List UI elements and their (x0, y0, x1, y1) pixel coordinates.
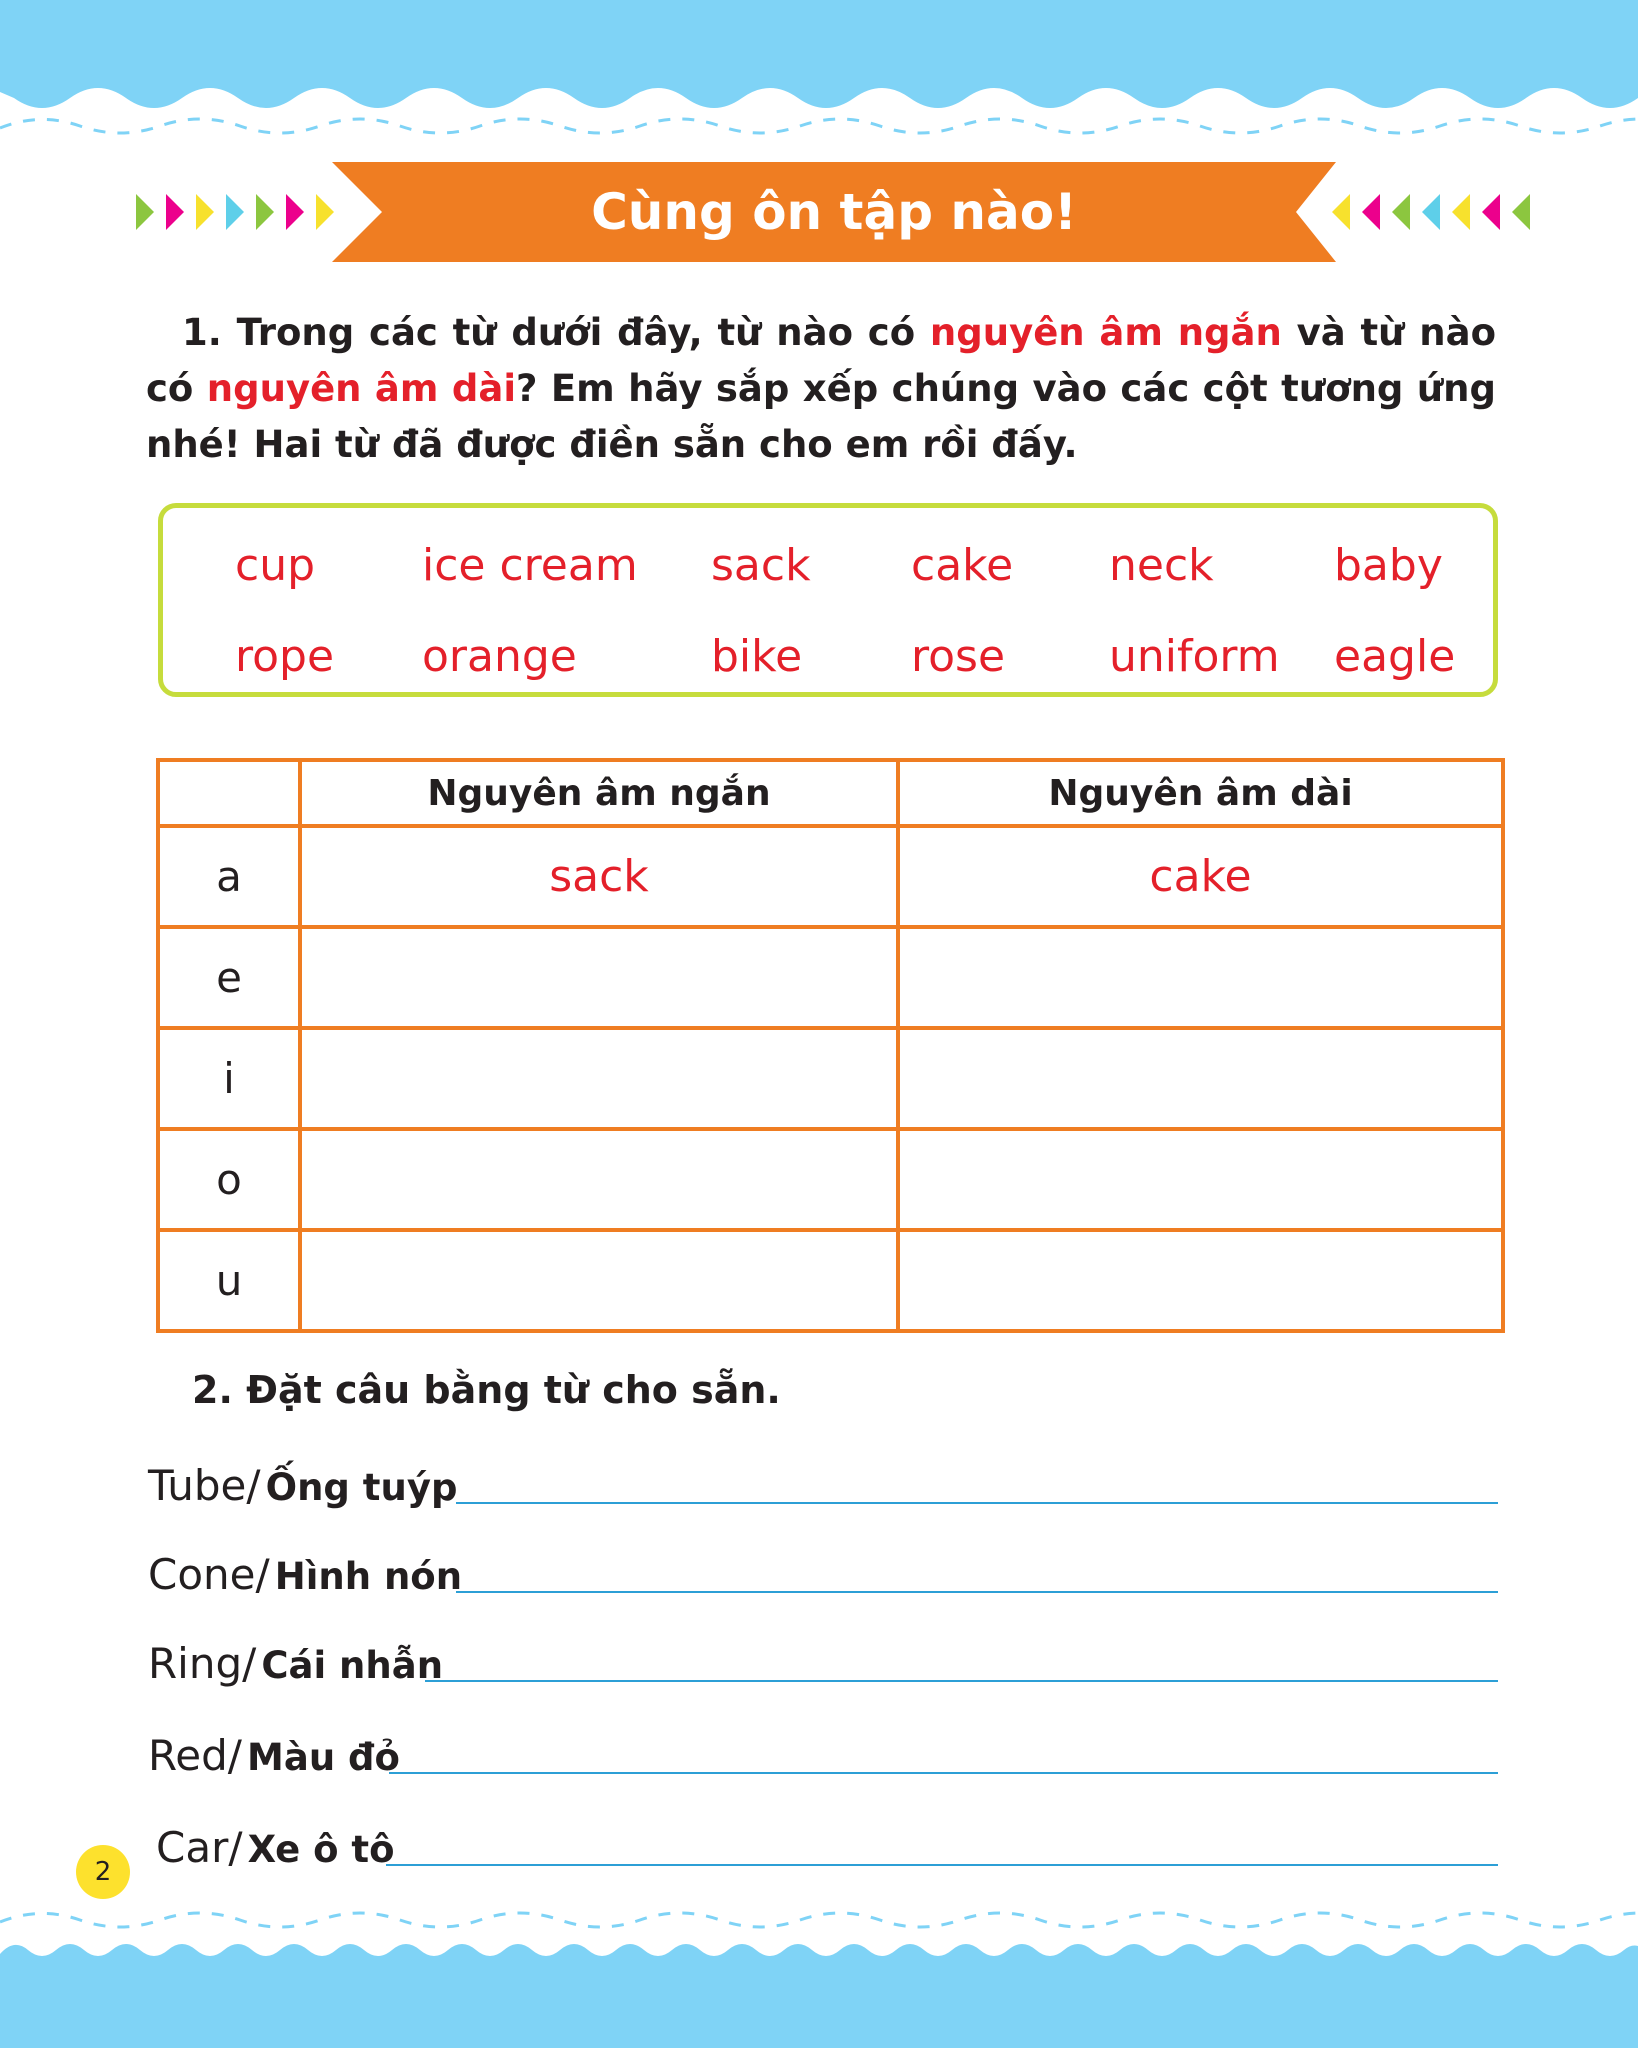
table-row (158, 1028, 1503, 1129)
instr-part3: ? Em hãy sắp xếp chúng vào các cột tương ứng nhé! Hai từ đã được điền sẵn cho em rồi đấy. (146, 367, 1497, 466)
word-bank-item: rope (235, 631, 335, 682)
sentence-line (148, 1549, 1498, 1609)
answer-line[interactable] (456, 1502, 1498, 1504)
table-row (158, 826, 1503, 927)
vowel-cell: i (158, 1028, 300, 1129)
answer-line[interactable] (456, 1591, 1498, 1593)
top-wave-band (0, 0, 1638, 150)
sentence-prompt (156, 1823, 395, 1872)
sentence-prompt (148, 1639, 443, 1688)
word-bank-item: uniform (1109, 631, 1280, 682)
prompt-english: Tube/ (148, 1461, 261, 1510)
sentence-line (148, 1460, 1498, 1520)
table-row (158, 1129, 1503, 1230)
word-bank-item: eagle (1334, 631, 1456, 682)
sentence-prompt (148, 1461, 457, 1510)
sentence-prompt (148, 1550, 462, 1599)
exercise-2-title: 2. Đặt câu bằng từ cho sẵn. (192, 1368, 781, 1412)
table-header-short: Nguyên âm ngắn (300, 760, 898, 826)
long-vowel-answer-cell[interactable]: cake (898, 826, 1503, 927)
table-header-empty (158, 760, 300, 826)
short-vowel-answer-cell[interactable] (300, 1129, 898, 1230)
page-title: Cùng ôn tập nào! (591, 183, 1077, 241)
page-number-badge: 2 (76, 1845, 130, 1899)
long-vowel-answer-cell[interactable] (898, 1129, 1503, 1230)
instr-part2: và từ nào có (146, 311, 1496, 410)
table-row (158, 927, 1503, 1028)
long-vowel-answer-cell[interactable] (898, 1028, 1503, 1129)
vowel-cell: o (158, 1129, 300, 1230)
word-bank-item: baby (1334, 540, 1443, 591)
word-bank-item: sack (711, 540, 811, 591)
word-bank-item: rose (911, 631, 1006, 682)
prompt-english: Red/ (148, 1731, 242, 1780)
exercise-1-instructions (146, 305, 1496, 473)
short-vowel-answer-cell[interactable]: sack (300, 826, 898, 927)
prompt-english: Ring/ (148, 1639, 257, 1688)
long-vowel-answer-cell[interactable] (898, 927, 1503, 1028)
table-header-long: Nguyên âm dài (898, 760, 1503, 826)
word-bank-item: cake (911, 540, 1014, 591)
short-vowel-answer-cell[interactable] (300, 1230, 898, 1331)
prompt-vietnamese: Cái nhẫn (261, 1644, 444, 1687)
instr-highlight-short: nguyên âm ngắn (929, 311, 1282, 354)
vowel-cell: u (158, 1230, 300, 1331)
prompt-english: Cone/ (148, 1550, 270, 1599)
vowel-cell: a (158, 826, 300, 927)
long-vowel-answer-cell[interactable] (898, 1230, 1503, 1331)
sentence-prompt (148, 1731, 400, 1780)
word-bank-item: ice cream (422, 540, 638, 591)
answer-line[interactable] (386, 1864, 1498, 1866)
prompt-vietnamese: Màu đỏ (247, 1736, 400, 1779)
decorative-triangles-right (1330, 190, 1530, 234)
title-banner (332, 162, 1336, 262)
prompt-vietnamese: Xe ô tô (247, 1828, 395, 1871)
short-vowel-answer-cell[interactable] (300, 927, 898, 1028)
short-vowel-answer-cell[interactable] (300, 1028, 898, 1129)
table-row (158, 1230, 1503, 1331)
instr-highlight-long: nguyên âm dài (206, 367, 517, 410)
prompt-vietnamese: Hình nón (274, 1555, 463, 1598)
answer-line[interactable] (425, 1680, 1498, 1682)
word-bank-item: bike (711, 631, 803, 682)
word-bank-item: cup (235, 540, 316, 591)
vowel-cell: e (158, 927, 300, 1028)
sentence-line (148, 1730, 1498, 1790)
answer-line[interactable] (389, 1772, 1498, 1774)
vowel-table (156, 758, 1505, 1333)
instr-part1: 1. Trong các từ dưới đây, từ nào có (182, 311, 930, 354)
word-bank-item: neck (1109, 540, 1214, 591)
sentence-line (156, 1822, 1498, 1882)
prompt-english: Car/ (156, 1823, 243, 1872)
sentence-line (148, 1638, 1498, 1698)
prompt-vietnamese: Ống tuýp (265, 1466, 458, 1509)
word-bank (158, 503, 1498, 697)
decorative-triangles-left (136, 190, 336, 234)
bottom-wave-band (0, 1900, 1638, 2048)
word-bank-item: orange (422, 631, 577, 682)
table-header-row (158, 760, 1503, 826)
